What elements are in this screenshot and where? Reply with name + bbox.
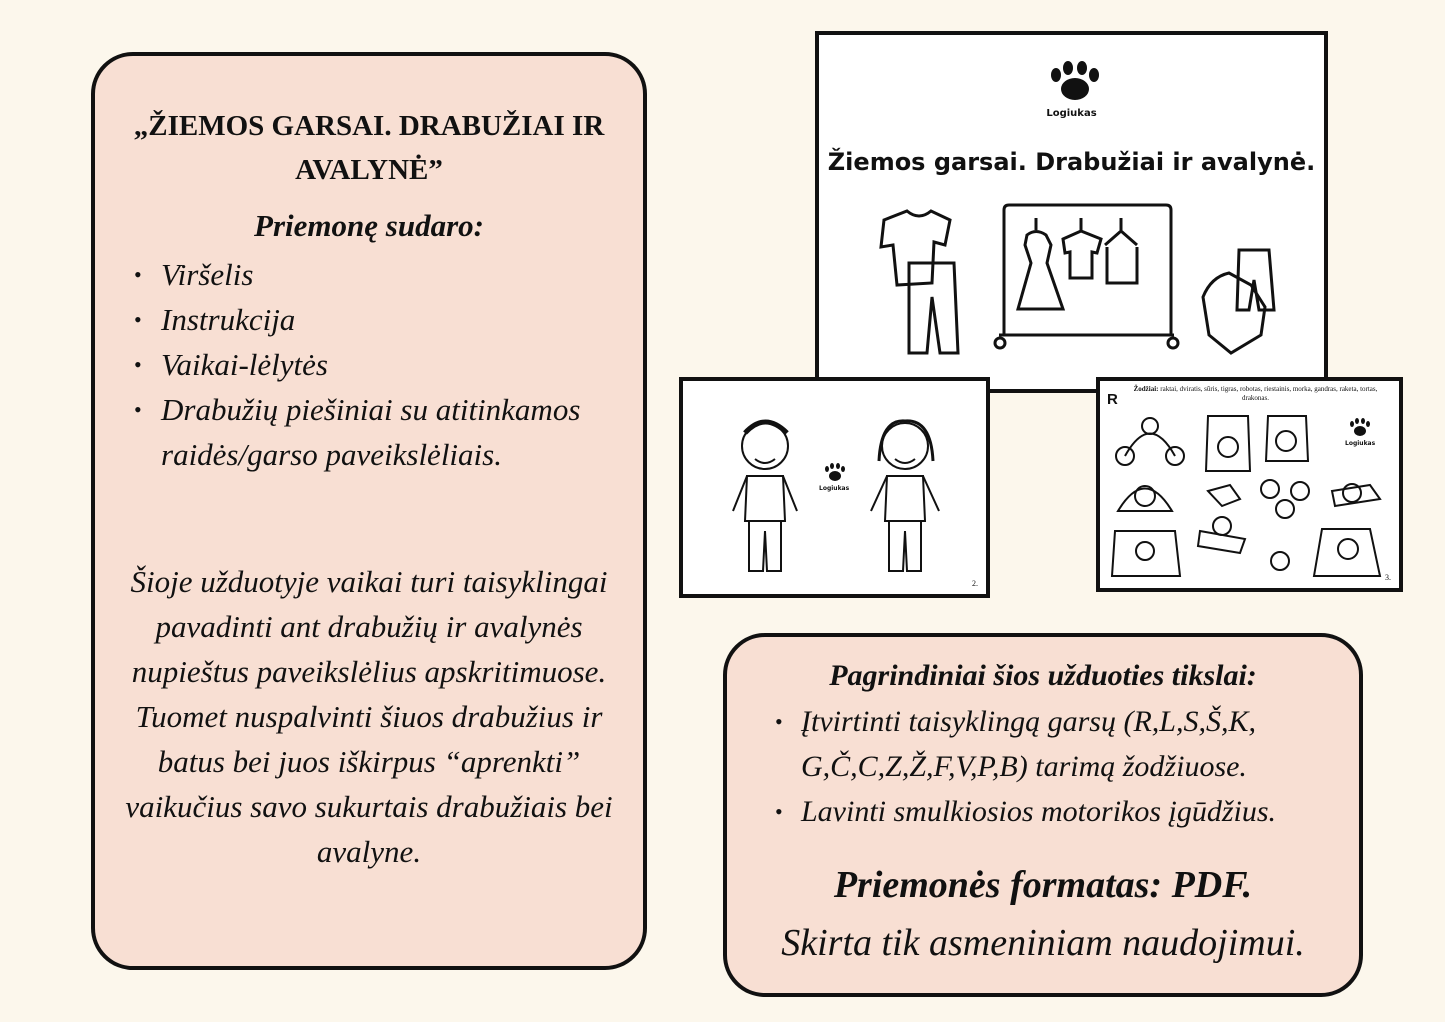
- paw-logo-icon: [1350, 418, 1370, 436]
- list-item: • Drabužių piešiniai su atitinkamos raidės/garso paveikslėliais.: [161, 387, 631, 477]
- format-note: Priemonės formatas: PDF.: [833, 864, 1253, 906]
- dolls-preview: [679, 377, 990, 598]
- brand-name: Logiukas: [819, 485, 850, 492]
- paw-logo-icon: [1051, 61, 1099, 100]
- contents-card: [91, 52, 647, 970]
- usage-note: Skirta tik asmeniniam naudojimui.: [781, 922, 1305, 964]
- list-item: • Viršelis: [161, 252, 631, 297]
- clothing-items-illustration: [1100, 381, 1403, 592]
- list-item: • Įtvirtinti taisyklingą garsų (R,L,S,Š,K, G,Č,C,Z,Ž,F,V,P,B) tarimą žodžiuose.: [801, 699, 1346, 789]
- clothing-cards-preview: [1096, 377, 1403, 592]
- brand-name: Logiukas: [1046, 108, 1097, 119]
- goals-heading: Pagrindiniai šios užduoties tikslai:: [829, 659, 1257, 692]
- product-title: „ŽIEMOS GARSAI. DRABUŽIAI IR AVALYNĖ”: [133, 110, 605, 186]
- brand-name: Logiukas: [1345, 440, 1376, 447]
- contents-heading: Priemonę sudaro:: [254, 208, 484, 243]
- clothing-illustration: [819, 35, 1328, 393]
- task-description: Šioje užduotyje vaikai turi taisyklingai pavadinti ant drabužių ir avalynės nupieštus paveikslėlius apskritimuose. Tuomet nuspalvinti šiuos drabužius ir batus bei juos iškirpus “aprenkti” vaikučius savo sukurtais drabužiais bei avalyne.: [125, 564, 613, 869]
- paw-logo-icon: [825, 463, 845, 481]
- list-item: • Lavinti smulkiosios motorikos įgūdžius.: [801, 789, 1346, 834]
- page-number: 3.: [1385, 573, 1391, 582]
- goals-card: [723, 633, 1363, 997]
- cover-title: Žiemos garsai. Drabužiai ir avalynė.: [827, 148, 1316, 176]
- list-item: • Vaikai-lėlytės: [161, 342, 631, 387]
- list-item: • Instrukcija: [161, 297, 631, 342]
- goals-list: [801, 699, 1346, 834]
- page-number: 2.: [972, 579, 978, 588]
- contents-list: [161, 252, 631, 477]
- sound-letter: R: [1107, 391, 1118, 408]
- word-list: Žodžiai: raktai, dviratis, sūris, tigras, robotas, riestainis, morka, gandras, raketa, tortas, drakonas.: [1133, 385, 1378, 402]
- cover-preview: [815, 31, 1328, 393]
